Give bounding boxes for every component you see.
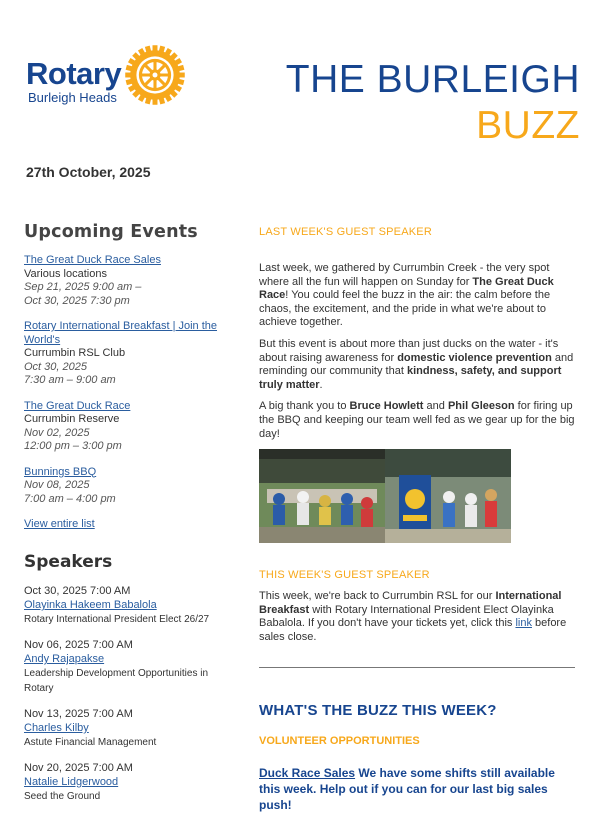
event-time: Nov 02, 2025 (24, 426, 90, 439)
speaker-item (24, 707, 234, 750)
event-item (24, 320, 234, 388)
event-time: Nov 08, 2025 (24, 479, 90, 491)
speaker-date: Nov 06, 2025 7:00 AM (24, 639, 133, 651)
event-item (24, 400, 234, 454)
event-link[interactable]: The Great Duck Race (24, 399, 131, 412)
buzz-heading: WHAT'S THE BUZZ THIS WEEK? (259, 701, 497, 719)
event-item (24, 466, 234, 507)
event-item (24, 254, 234, 308)
rotary-logo-text: Rotary (26, 56, 122, 91)
event-photos (259, 449, 511, 543)
tickets-link[interactable]: link (515, 617, 532, 630)
event-time: Oct 30, 2025 (24, 360, 87, 373)
last-week-kicker: LAST WEEK'S GUEST SPEAKER (259, 226, 432, 238)
sidebar (24, 222, 234, 815)
speaker-name-link[interactable]: Natalie Lidgerwood (24, 776, 119, 788)
event-time: Oct 30, 2025 7:30 pm (24, 294, 130, 307)
event-time: 12:00 pm – 3:00 pm (24, 440, 122, 452)
speaker-topic: Astute Financial Management (24, 737, 157, 748)
speaker-item (24, 761, 234, 804)
speaker-topic: Rotary International President Elect 26/27 (24, 614, 210, 625)
photo-duck-race-banner (385, 449, 511, 543)
main-content (259, 226, 577, 813)
newsletter-header (0, 0, 600, 150)
club-name: Burleigh Heads (28, 90, 117, 105)
event-link[interactable]: Bunnings BBQ (24, 465, 97, 478)
last-week-paragraph-2: But this event is about more than just ducks on the water - it's about raising awareness for domestic violence prevention and reminding our community that kindness, safety, and support truly matter. (259, 337, 574, 391)
speaker-item (24, 584, 234, 627)
photo-bbq-group (259, 449, 385, 543)
duck-race-sales-link[interactable]: Duck Race Sales (259, 765, 356, 780)
speaker-topic: Leadership Development Opportunities in Rotary (24, 668, 208, 694)
rotary-wheel-icon (124, 44, 186, 106)
section-divider (259, 667, 575, 668)
issue-date: 27th October, 2025 (26, 164, 151, 180)
event-time: 7:00 am – 4:00 pm (24, 492, 116, 505)
speaker-item (24, 638, 234, 696)
event-location: Various locations (24, 267, 107, 280)
view-entire-list-link[interactable]: View entire list (24, 518, 95, 530)
event-location: Currumbin Reserve (24, 413, 120, 425)
event-link[interactable]: Rotary International Breakfast | Join the World's (24, 320, 218, 346)
speaker-name-link[interactable]: Andy Rajapakse (24, 653, 105, 665)
volunteer-heading: VOLUNTEER OPPORTUNITIES (259, 734, 420, 747)
last-week-paragraph-3: A big thank you to Bruce Howlett and Phil Gleeson for firing up the BBQ and keeping our team well fed as we gear up for the big day! (259, 400, 575, 440)
event-location: Currumbin RSL Club (24, 347, 126, 359)
newsletter-title: THE BURLEIGH (285, 58, 580, 101)
event-link[interactable]: The Great Duck Race Sales (24, 254, 161, 266)
upcoming-events-heading: Upcoming Events (24, 222, 198, 242)
speaker-date: Nov 20, 2025 7:00 AM (24, 762, 133, 774)
speaker-name-link[interactable]: Olayinka Hakeem Babalola (24, 599, 157, 611)
this-week-kicker: THIS WEEK'S GUEST SPEAKER (259, 569, 430, 582)
this-week-paragraph: This week, we're back to Currumbin RSL for our International Breakfast with Rotary International President Elect Olayinka Babalola. If you don't have your tickets yet, click this link before sales close. (259, 590, 567, 643)
newsletter-title-buzz: BUZZ (476, 104, 580, 147)
speaker-date: Nov 13, 2025 7:00 AM (24, 708, 133, 720)
event-time: Sep 21, 2025 9:00 am – (24, 281, 142, 293)
speaker-name-link[interactable]: Charles Kilby (24, 722, 89, 734)
speaker-date: Oct 30, 2025 7:00 AM (24, 585, 131, 597)
speaker-topic: Seed the Ground (24, 791, 101, 802)
last-week-paragraph-1: Last week, we gathered by Currumbin Creek - the very spot where all the fun will happen on Sunday for The Great Duck Race! You could feel the buzz in the air: the calm before the chaos, the excitement, and the pride in what we're about to achieve together. (259, 262, 554, 329)
speakers-heading: Speakers (24, 552, 113, 572)
volunteer-paragraph: Duck Race Sales We have some shifts still available this week. Help out if you can for our last big sales push! (259, 765, 555, 812)
event-time: 7:30 am – 9:00 am (24, 374, 116, 386)
